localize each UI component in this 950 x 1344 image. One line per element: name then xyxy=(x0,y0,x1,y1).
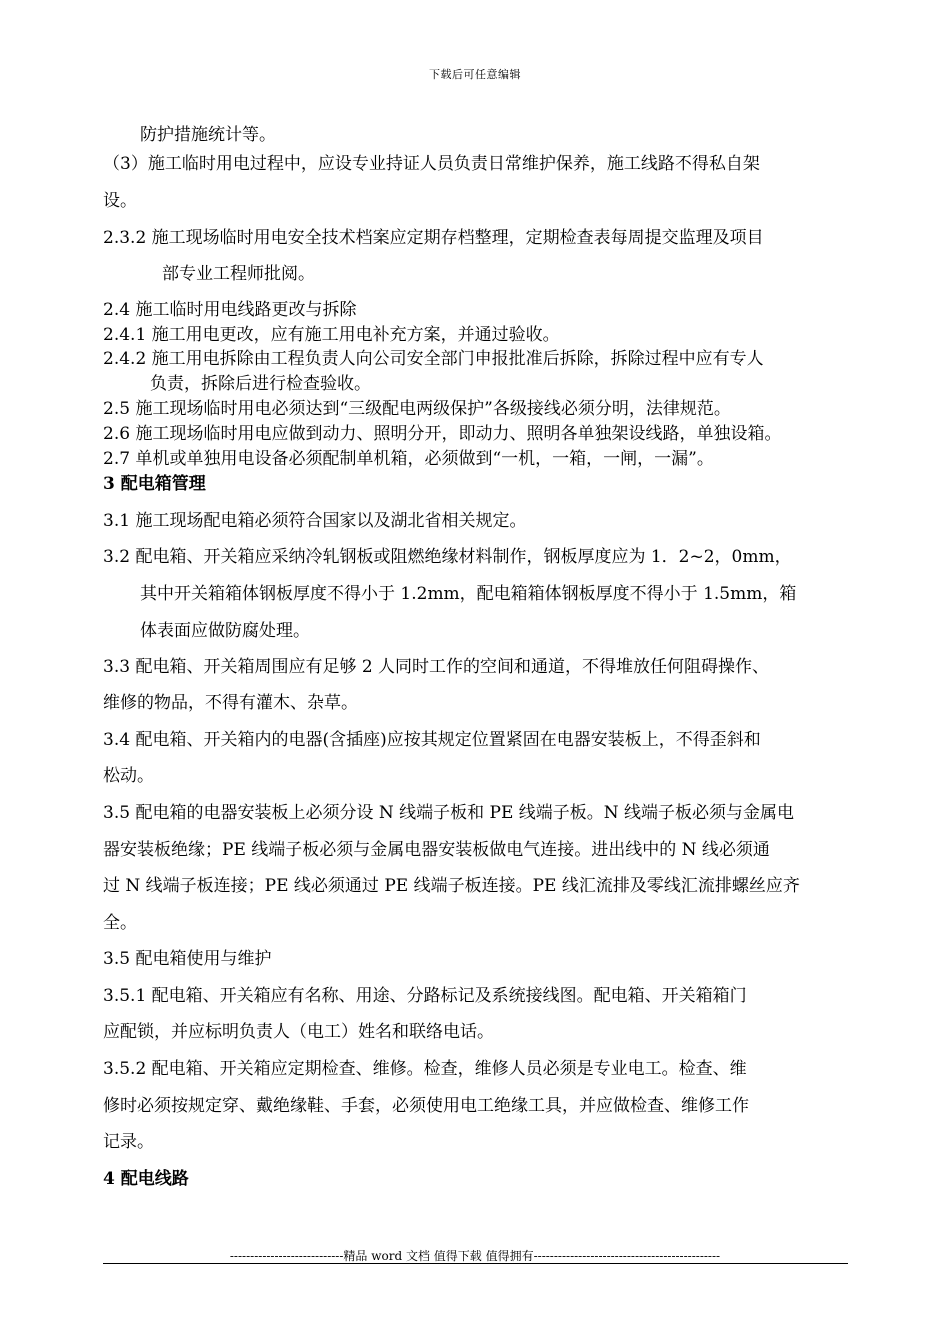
chapter-heading: 3 配电箱管理 xyxy=(103,474,206,494)
body-line: 2.6 施工现场临时用电应做到动力、照明分开，即动力、照明各单独架设线路，单独设箱。 xyxy=(103,424,782,444)
body-line: 负责，拆除后进行检查验收。 xyxy=(150,374,371,394)
body-line: 全。 xyxy=(103,913,137,933)
body-line: 部专业工程师批阅。 xyxy=(162,264,315,284)
body-line: 2.4.2 施工用电拆除由工程负责人向公司安全部门申报批准后拆除，拆除过程中应有专人 xyxy=(103,349,764,369)
body-line: 2.5 施工现场临时用电必须达到“三级配电两级保护”各级接线必须分明，法律规范。 xyxy=(103,399,731,419)
body-line: 设。 xyxy=(103,191,137,211)
body-line: 2.4.1 施工用电更改，应有施工用电补充方案，并通过验收。 xyxy=(103,325,560,345)
body-line: 体表面应做防腐处理。 xyxy=(140,621,310,641)
body-line: 2.7 单机或单独用电设备必须配制单机箱，必须做到“一机，一箱，一闸，一漏”。 xyxy=(103,449,714,469)
body-line: 3.1 施工现场配电箱必须符合国家以及湖北省相关规定。 xyxy=(103,511,527,531)
body-line: 松动。 xyxy=(103,766,154,786)
body-line: 过 N 线端子板连接；PE 线必须通过 PE 线端子板连接。PE 线汇流排及零线汇流排螺丝应齐 xyxy=(103,876,800,896)
chapter-heading: 4 配电线路 xyxy=(103,1169,189,1189)
section-heading: 3.5 配电箱使用与维护 xyxy=(103,949,272,969)
body-line: 其中开关箱箱体钢板厚度不得小于 1.2mm，配电箱箱体钢板厚度不得小于 1.5mm，箱 xyxy=(140,584,797,604)
body-line: 3.3 配电箱、开关箱周围应有足够 2 人同时工作的空间和通道，不得堆放任何阻碍操作、 xyxy=(103,657,770,677)
body-line: （3）施工临时用电过程中，应设专业持证人员负责日常维护保养，施工线路不得私自架 xyxy=(103,154,760,174)
body-line: 维修的物品，不得有灌木、杂草。 xyxy=(103,693,358,713)
body-line: 修时必须按规定穿、戴绝缘鞋、手套，必须使用电工绝缘工具，并应做检查、维修工作 xyxy=(103,1096,749,1116)
body-line: 记录。 xyxy=(103,1132,154,1152)
body-line: 2.3.2 施工现场临时用电安全技术档案应定期存档整理，定期检查表每周提交监理及项目 xyxy=(103,228,764,248)
page-header: 下载后可任意编辑 xyxy=(429,68,521,81)
footer-divider xyxy=(103,1263,848,1264)
section-heading: 2.4 施工临时用电线路更改与拆除 xyxy=(103,300,357,320)
body-line: 3.4 配电箱、开关箱内的电器(含插座)应按其规定位置紧固在电器安装板上，不得歪斜和 xyxy=(103,730,761,750)
body-line: 3.5.2 配电箱、开关箱应定期检查、维修。检查，维修人员必须是专业电工。检查、维 xyxy=(103,1059,747,1079)
page-footer: ----------------------------精品 word 文档 值得下载 值得拥有---------------------------------------------- xyxy=(229,1249,721,1263)
body-line: 3.5.1 配电箱、开关箱应有名称、用途、分路标记及系统接线图。配电箱、开关箱箱门 xyxy=(103,986,747,1006)
body-line: 防护措施统计等。 xyxy=(140,125,276,145)
body-line: 3.5 配电箱的电器安装板上必须分设 N 线端子板和 PE 线端子板。N 线端子板必须与金属电 xyxy=(103,803,795,823)
body-line: 器安装板绝缘；PE 线端子板必须与金属电器安装板做电气连接。进出线中的 N 线必须通 xyxy=(103,840,770,860)
body-line: 3.2 配电箱、开关箱应采纳冷轧钢板或阻燃绝缘材料制作，钢板厚度应为 1．2~2，0mm， xyxy=(103,547,792,567)
body-line: 应配锁，并应标明负责人（电工）姓名和联络电话。 xyxy=(103,1022,494,1042)
